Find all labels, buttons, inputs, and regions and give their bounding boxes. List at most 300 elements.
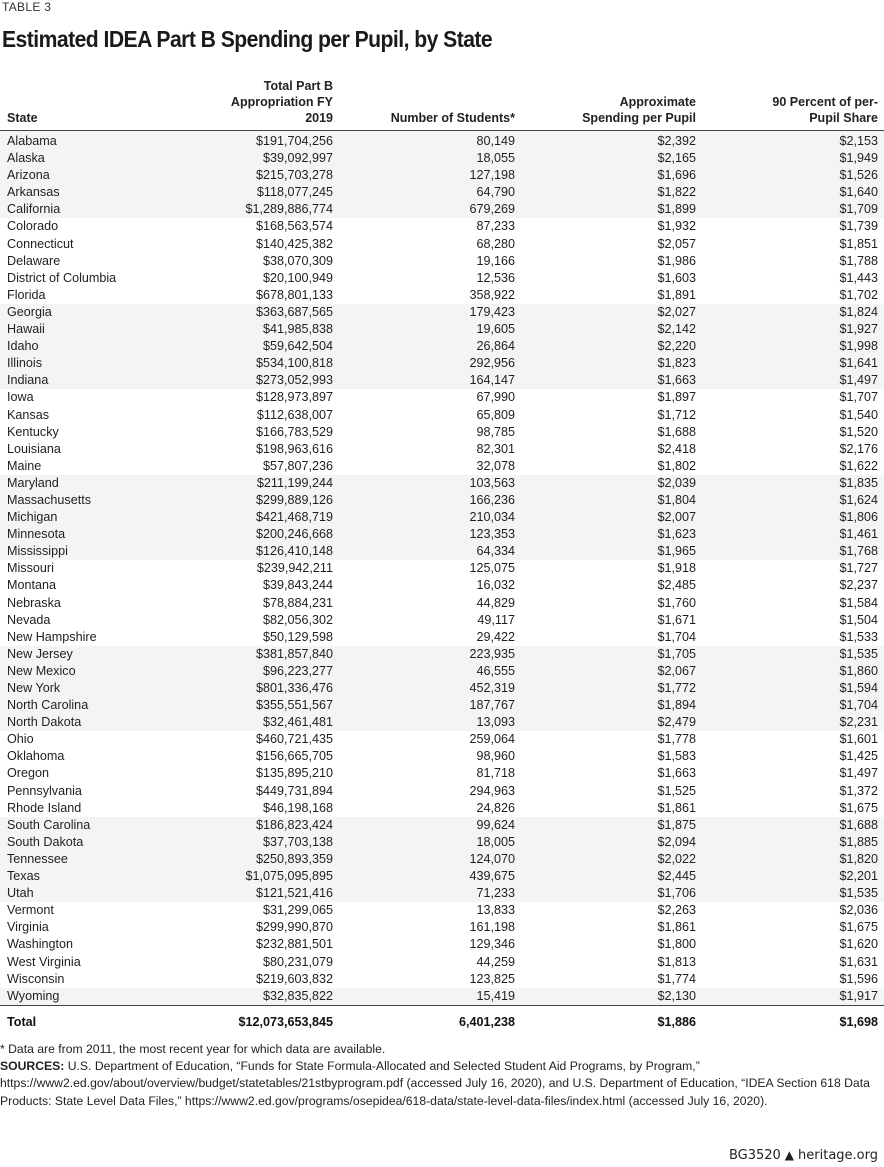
- state-name: Georgia: [0, 304, 200, 321]
- appropriation: $215,703,278: [200, 167, 337, 184]
- table-row: [0, 936, 884, 953]
- appropriation: $191,704,256: [200, 131, 337, 151]
- appropriation: $534,100,818: [200, 355, 337, 372]
- ninety-percent-share: $2,231: [700, 714, 884, 731]
- appropriation: $118,077,245: [200, 184, 337, 201]
- student-count: 32,078: [476, 458, 515, 473]
- footer: [729, 1148, 878, 1163]
- student-count: 81,718: [476, 766, 515, 781]
- student-count: 18,055: [337, 150, 519, 167]
- spending-per-pupil: $1,894: [519, 697, 700, 714]
- state-name: North Dakota: [0, 714, 200, 731]
- student-count: 64,790: [337, 184, 519, 201]
- student-count: 123,353: [337, 526, 519, 543]
- ninety-percent-share: $1,788: [839, 253, 878, 268]
- student-count: 87,233: [476, 219, 515, 234]
- student-count: 223,935: [337, 646, 519, 663]
- table-row: [0, 851, 884, 868]
- state-name: Connecticut: [7, 236, 74, 251]
- appropriation: $39,092,997: [200, 150, 337, 167]
- ninety-percent-share: $1,533: [839, 629, 878, 644]
- appropriation: $121,521,416: [200, 885, 337, 902]
- table-row: [0, 475, 884, 492]
- student-count: 210,034: [337, 509, 519, 526]
- table-row: [0, 663, 884, 680]
- student-count: 124,070: [337, 851, 519, 868]
- student-count: 64,334: [337, 543, 519, 560]
- spending-per-pupil: $1,804: [519, 492, 700, 509]
- student-count: 49,117: [477, 612, 515, 627]
- table-row: [0, 321, 884, 338]
- ninety-percent-share: $1,596: [839, 971, 878, 986]
- table-row: [0, 714, 884, 731]
- ninety-percent-share: $1,584: [839, 595, 878, 610]
- appropriation: $449,731,894: [255, 783, 333, 798]
- spending-per-pupil: $1,932: [657, 219, 696, 234]
- spending-per-pupil: $2,027: [519, 304, 700, 321]
- appropriation: $82,056,302: [262, 612, 333, 627]
- ninety-percent-share: $1,707: [839, 390, 878, 405]
- ninety-percent-share: $1,704: [700, 697, 884, 714]
- table-row: [0, 270, 884, 287]
- appropriation: $801,336,476: [200, 680, 337, 697]
- column-header-ninety-percent-share: [700, 78, 884, 131]
- ninety-percent-share: $1,727: [839, 561, 878, 576]
- ninety-percent-share: $1,835: [700, 475, 884, 492]
- student-count: 166,236: [337, 492, 519, 509]
- total-row: [0, 1005, 884, 1033]
- table-row: [0, 543, 884, 560]
- sources-text: U.S. Department of Education, “Funds for State Formula-Allocated and Selected Student Aid Programs, by Program,” https://www2.ed.gov/about/overview/budget/statetables/21stbyprogram.pdf (accessed July 16, 2020), and U.S. Department of Education, “IDEA Section 618 Data Products: State Level Data Files,” https://www2.ed.gov/programs/osepidea/618-data/state-level-data-files/index.html (accessed July 16, 2020).: [0, 1059, 870, 1108]
- student-count: 103,563: [337, 475, 519, 492]
- spending-per-pupil: $2,022: [519, 851, 700, 868]
- table-row: [0, 988, 884, 1006]
- appropriation: $140,425,382: [255, 236, 333, 251]
- state-name: South Dakota: [0, 834, 200, 851]
- spending-per-pupil: $1,800: [657, 937, 696, 952]
- student-count: 71,233: [337, 885, 519, 902]
- appropriation: $273,052,993: [200, 372, 337, 389]
- ninety-percent-share: $1,461: [700, 526, 884, 543]
- student-count: 125,075: [469, 561, 515, 576]
- header-line2: Spending per Pupil: [582, 111, 696, 125]
- spending-per-pupil: $1,802: [657, 458, 696, 473]
- student-count: 13,093: [337, 714, 519, 731]
- spending-per-pupil: $2,039: [519, 475, 700, 492]
- appropriation: $80,231,079: [262, 954, 333, 969]
- student-count: 16,032: [476, 578, 515, 593]
- ninety-percent-share: $1,526: [700, 167, 884, 184]
- ninety-percent-share: $1,601: [839, 732, 878, 747]
- student-count: 26,864: [337, 338, 519, 355]
- state-name: Michigan: [0, 509, 200, 526]
- ninety-percent-share: $2,036: [839, 903, 878, 918]
- appropriation: $299,889,126: [200, 492, 337, 509]
- state-name: Ohio: [7, 732, 34, 747]
- spending-per-pupil: $1,875: [519, 817, 700, 834]
- state-name: Maine: [7, 458, 42, 473]
- header-line2: Pupil Share: [809, 111, 878, 125]
- student-count: 46,555: [337, 663, 519, 680]
- table-row: [0, 646, 884, 663]
- student-count: 68,280: [476, 236, 515, 251]
- state-name: Massachusetts: [0, 492, 200, 509]
- state-name: New Hampshire: [7, 629, 97, 644]
- appropriation: $232,881,501: [255, 937, 333, 952]
- ninety-percent-share: $1,641: [700, 355, 884, 372]
- spending-per-pupil: $1,778: [657, 732, 696, 747]
- state-name: California: [0, 201, 200, 218]
- table-row: [0, 765, 884, 782]
- table-row: [0, 355, 884, 372]
- student-count: 19,605: [337, 321, 519, 338]
- state-name: Utah: [0, 885, 200, 902]
- appropriation: $211,199,244: [200, 475, 337, 492]
- spending-table: [0, 78, 884, 1033]
- ninety-percent-share: $1,624: [700, 492, 884, 509]
- table-row: [0, 338, 884, 355]
- table-row: [0, 236, 884, 253]
- state-name: Virginia: [7, 920, 49, 935]
- sources-label: SOURCES:: [0, 1059, 65, 1074]
- appropriation: $32,461,481: [200, 714, 337, 731]
- column-header-appropriation: [200, 78, 337, 131]
- spending-per-pupil: $1,918: [657, 561, 696, 576]
- state-name: Minnesota: [0, 526, 200, 543]
- spending-per-pupil: $1,671: [657, 612, 696, 627]
- page-title: Estimated IDEA Part B Spending per Pupil, by State: [2, 26, 493, 52]
- state-name: Nevada: [7, 612, 51, 627]
- table-row: [0, 372, 884, 389]
- footnote: * Data are from 2011, the most recent year for which data are available.: [0, 1042, 386, 1056]
- table-row: [0, 424, 884, 441]
- student-count: 44,829: [476, 595, 515, 610]
- state-name: Florida: [7, 287, 46, 302]
- spending-per-pupil: $1,772: [519, 680, 700, 697]
- student-count: 679,269: [337, 201, 519, 218]
- table-row: [0, 389, 884, 406]
- table-row: [0, 971, 884, 988]
- table-row: [0, 441, 884, 458]
- appropriation: $39,843,244: [262, 578, 333, 593]
- table-row: [0, 680, 884, 697]
- report-id: BG3520: [728, 1148, 781, 1163]
- table-row: [0, 184, 884, 201]
- table-row: [0, 407, 884, 424]
- state-name: Colorado: [7, 219, 59, 234]
- state-name: West Virginia: [7, 954, 81, 969]
- ninety-percent-share: $1,675: [839, 920, 878, 935]
- student-count: 127,198: [337, 167, 519, 184]
- ninety-percent-share: $1,535: [700, 646, 884, 663]
- appropriation: $421,468,719: [200, 509, 337, 526]
- appropriation: $1,289,886,774: [200, 201, 337, 218]
- state-name: Alaska: [0, 150, 200, 167]
- spending-per-pupil: $2,007: [519, 509, 700, 526]
- spending-per-pupil: $2,165: [519, 150, 700, 167]
- header-line1: 90 Percent of per-: [772, 95, 878, 109]
- appropriation: $460,721,435: [255, 732, 333, 747]
- ninety-percent-share: $1,497: [700, 372, 884, 389]
- ninety-percent-share: $1,640: [700, 184, 884, 201]
- ninety-percent-share: $1,709: [700, 201, 884, 218]
- spending-per-pupil: $2,263: [657, 903, 696, 918]
- spending-per-pupil: $1,663: [519, 372, 700, 389]
- appropriation: $31,299,065: [262, 903, 333, 918]
- table-row: [0, 954, 884, 971]
- state-name: Alabama: [0, 131, 200, 151]
- spending-per-pupil: $1,712: [657, 407, 696, 422]
- appropriation: $57,807,236: [262, 458, 333, 473]
- spending-per-pupil: $1,823: [519, 355, 700, 372]
- appropriation: $156,665,705: [255, 749, 333, 764]
- state-name: Wyoming: [0, 988, 200, 1006]
- sources: [0, 1058, 880, 1110]
- student-count: 24,826: [476, 800, 515, 815]
- appropriation: $381,857,840: [200, 646, 337, 663]
- spending-per-pupil: $1,774: [657, 971, 696, 986]
- ninety-percent-share: $1,497: [839, 766, 878, 781]
- ninety-percent-share: $2,237: [839, 578, 878, 593]
- student-count: 44,259: [476, 954, 515, 969]
- ninety-percent-share: $1,860: [700, 663, 884, 680]
- table-row: [0, 560, 884, 577]
- ninety-percent-share: $1,540: [839, 407, 878, 422]
- header-line1: Total Part B: [263, 79, 333, 93]
- table-row: [0, 902, 884, 919]
- state-name: Montana: [7, 578, 57, 593]
- table-row: [0, 287, 884, 304]
- appropriation: $1,075,095,895: [200, 868, 337, 885]
- notes: [0, 1041, 880, 1110]
- state-name: Arkansas: [0, 184, 200, 201]
- spending-per-pupil: $1,688: [657, 424, 696, 439]
- student-count: 98,960: [476, 749, 515, 764]
- spending-per-pupil: $1,583: [657, 749, 696, 764]
- ninety-percent-share: $1,631: [839, 954, 878, 969]
- table-kicker: TABLE 3: [2, 0, 52, 14]
- appropriation: $112,638,007: [256, 407, 333, 422]
- table-row: [0, 748, 884, 765]
- student-count: 29,422: [476, 629, 515, 644]
- column-header-spending-per-pupil: [519, 78, 700, 131]
- state-name: Maryland: [0, 475, 200, 492]
- state-name: Kansas: [7, 407, 50, 422]
- state-name: Delaware: [7, 253, 61, 268]
- ninety-percent-share: $1,622: [839, 458, 878, 473]
- header-row: [0, 78, 884, 131]
- table-row: [0, 697, 884, 714]
- ninety-percent-share: $1,675: [839, 800, 878, 815]
- spending-per-pupil: $1,986: [657, 253, 696, 268]
- spending-per-pupil: $1,623: [519, 526, 700, 543]
- appropriation: $250,893,359: [200, 851, 337, 868]
- table-row: [0, 150, 884, 167]
- student-count: 123,825: [469, 971, 515, 986]
- spending-per-pupil: $1,822: [519, 184, 700, 201]
- table-row: [0, 492, 884, 509]
- state-name: Arizona: [0, 167, 200, 184]
- student-count: 99,624: [337, 817, 519, 834]
- state-name: Illinois: [0, 355, 200, 372]
- ninety-percent-share: $1,535: [700, 885, 884, 902]
- state-name: Indiana: [0, 372, 200, 389]
- appropriation: $363,687,565: [200, 304, 337, 321]
- state-name: Louisiana: [7, 441, 61, 456]
- student-count: 98,785: [476, 424, 515, 439]
- ninety-percent-share: $1,824: [700, 304, 884, 321]
- spending-per-pupil: $2,067: [519, 663, 700, 680]
- ninety-percent-share: $1,372: [839, 783, 878, 798]
- spending-per-pupil: $1,965: [519, 543, 700, 560]
- appropriation: $200,246,668: [200, 526, 337, 543]
- total-spending-per-pupil: $1,886: [519, 1005, 700, 1033]
- state-name: Vermont: [7, 903, 54, 918]
- ninety-percent-share: $1,739: [839, 219, 878, 234]
- appropriation: $239,942,211: [256, 561, 333, 576]
- state-name: New York: [0, 680, 200, 697]
- student-count: 259,064: [469, 732, 515, 747]
- appropriation: $126,410,148: [200, 543, 337, 560]
- spending-per-pupil: $2,220: [519, 338, 700, 355]
- student-count: 161,198: [469, 920, 515, 935]
- ninety-percent-share: $1,806: [700, 509, 884, 526]
- table-row: [0, 253, 884, 270]
- ninety-percent-share: $1,620: [839, 937, 878, 952]
- appropriation: $186,823,424: [200, 817, 337, 834]
- ninety-percent-share: $2,176: [839, 441, 878, 456]
- ninety-percent-share: $1,443: [839, 270, 878, 285]
- total-appropriation: $12,073,653,845: [200, 1005, 337, 1033]
- student-count: 439,675: [337, 868, 519, 885]
- table-row: [0, 509, 884, 526]
- table-row: [0, 783, 884, 800]
- table-row: [0, 218, 884, 235]
- spending-per-pupil: $1,603: [657, 270, 696, 285]
- ninety-percent-share: $2,153: [700, 131, 884, 151]
- ninety-percent-share: $1,851: [839, 236, 878, 251]
- state-name: Wisconsin: [7, 971, 65, 986]
- table-row: [0, 868, 884, 885]
- liberty-bell-icon: ▲: [784, 1148, 795, 1162]
- table-row: [0, 800, 884, 817]
- column-header-students: [337, 78, 519, 131]
- spending-per-pupil: $1,891: [657, 287, 696, 302]
- spending-per-pupil: $1,706: [519, 885, 700, 902]
- state-name: Pennsylvania: [7, 783, 82, 798]
- appropriation: $41,985,838: [200, 321, 337, 338]
- appropriation: $46,198,168: [262, 800, 333, 815]
- spending-per-pupil: $1,760: [657, 595, 696, 610]
- student-count: 292,956: [337, 355, 519, 372]
- table-row: [0, 885, 884, 902]
- ninety-percent-share: $2,201: [700, 868, 884, 885]
- appropriation: $96,223,277: [200, 663, 337, 680]
- table-row: [0, 612, 884, 629]
- student-count: 358,922: [469, 287, 515, 302]
- table-row: [0, 131, 884, 151]
- student-count: 80,149: [337, 131, 519, 151]
- spending-per-pupil: $1,899: [519, 201, 700, 218]
- spending-per-pupil: $1,861: [657, 800, 696, 815]
- appropriation: $198,963,616: [255, 441, 333, 456]
- table-row: [0, 919, 884, 936]
- table-row: [0, 731, 884, 748]
- ninety-percent-share: $1,885: [700, 834, 884, 851]
- student-count: 65,809: [476, 407, 515, 422]
- state-name: South Carolina: [0, 817, 200, 834]
- spending-per-pupil: $2,479: [519, 714, 700, 731]
- appropriation: $50,129,598: [262, 629, 333, 644]
- state-name: District of Columbia: [7, 270, 117, 285]
- spending-per-pupil: $2,445: [519, 868, 700, 885]
- appropriation: $135,895,210: [255, 766, 333, 781]
- ninety-percent-share: $1,702: [839, 287, 878, 302]
- state-name: Oklahoma: [7, 749, 65, 764]
- state-name: Texas: [0, 868, 200, 885]
- total-students: 6,401,238: [337, 1005, 519, 1033]
- state-name: Hawaii: [0, 321, 200, 338]
- spending-per-pupil: $2,485: [657, 578, 696, 593]
- appropriation: $355,551,567: [200, 697, 337, 714]
- table-body: [0, 131, 884, 1006]
- header-line1: Approximate: [619, 95, 696, 109]
- state-name: Mississippi: [0, 543, 200, 560]
- appropriation: $38,070,309: [262, 253, 333, 268]
- spending-per-pupil: $2,094: [519, 834, 700, 851]
- site-link[interactable]: heritage.org: [798, 1148, 878, 1163]
- spending-per-pupil: $1,897: [657, 390, 696, 405]
- appropriation: $37,703,138: [200, 834, 337, 851]
- state-name: Nebraska: [7, 595, 61, 610]
- ninety-percent-share: $1,768: [700, 543, 884, 560]
- student-count: 187,767: [337, 697, 519, 714]
- appropriation: $219,603,832: [255, 971, 333, 986]
- spending-per-pupil: $2,392: [519, 131, 700, 151]
- state-name: New Mexico: [0, 663, 200, 680]
- header-line2: State: [7, 111, 38, 125]
- ninety-percent-share: $1,688: [700, 817, 884, 834]
- table-row: [0, 526, 884, 543]
- table-row: [0, 167, 884, 184]
- state-name: Washington: [7, 937, 74, 952]
- spending-per-pupil: $2,142: [519, 321, 700, 338]
- spending-per-pupil: $1,696: [519, 167, 700, 184]
- total-label: Total: [0, 1005, 200, 1033]
- column-header-state: [0, 78, 200, 131]
- appropriation: $78,884,231: [262, 595, 333, 610]
- header-line2: Appropriation FY 2019: [230, 95, 333, 125]
- table-row: [0, 304, 884, 321]
- spending-per-pupil: $2,418: [657, 441, 696, 456]
- table-row: [0, 577, 884, 594]
- appropriation: $20,100,949: [262, 270, 333, 285]
- state-name: Tennessee: [0, 851, 200, 868]
- state-name: Rhode Island: [7, 800, 82, 815]
- spending-per-pupil: $2,130: [519, 988, 700, 1006]
- state-name: New Jersey: [0, 646, 200, 663]
- student-count: 164,147: [337, 372, 519, 389]
- spending-per-pupil: $1,705: [519, 646, 700, 663]
- state-name: Iowa: [7, 390, 34, 405]
- table-row: [0, 201, 884, 218]
- appropriation: $128,973,897: [255, 390, 333, 405]
- student-count: 18,005: [337, 834, 519, 851]
- state-name: Kentucky: [7, 424, 59, 439]
- student-count: 129,346: [469, 937, 515, 952]
- student-count: 67,990: [476, 390, 515, 405]
- student-count: 19,166: [476, 253, 515, 268]
